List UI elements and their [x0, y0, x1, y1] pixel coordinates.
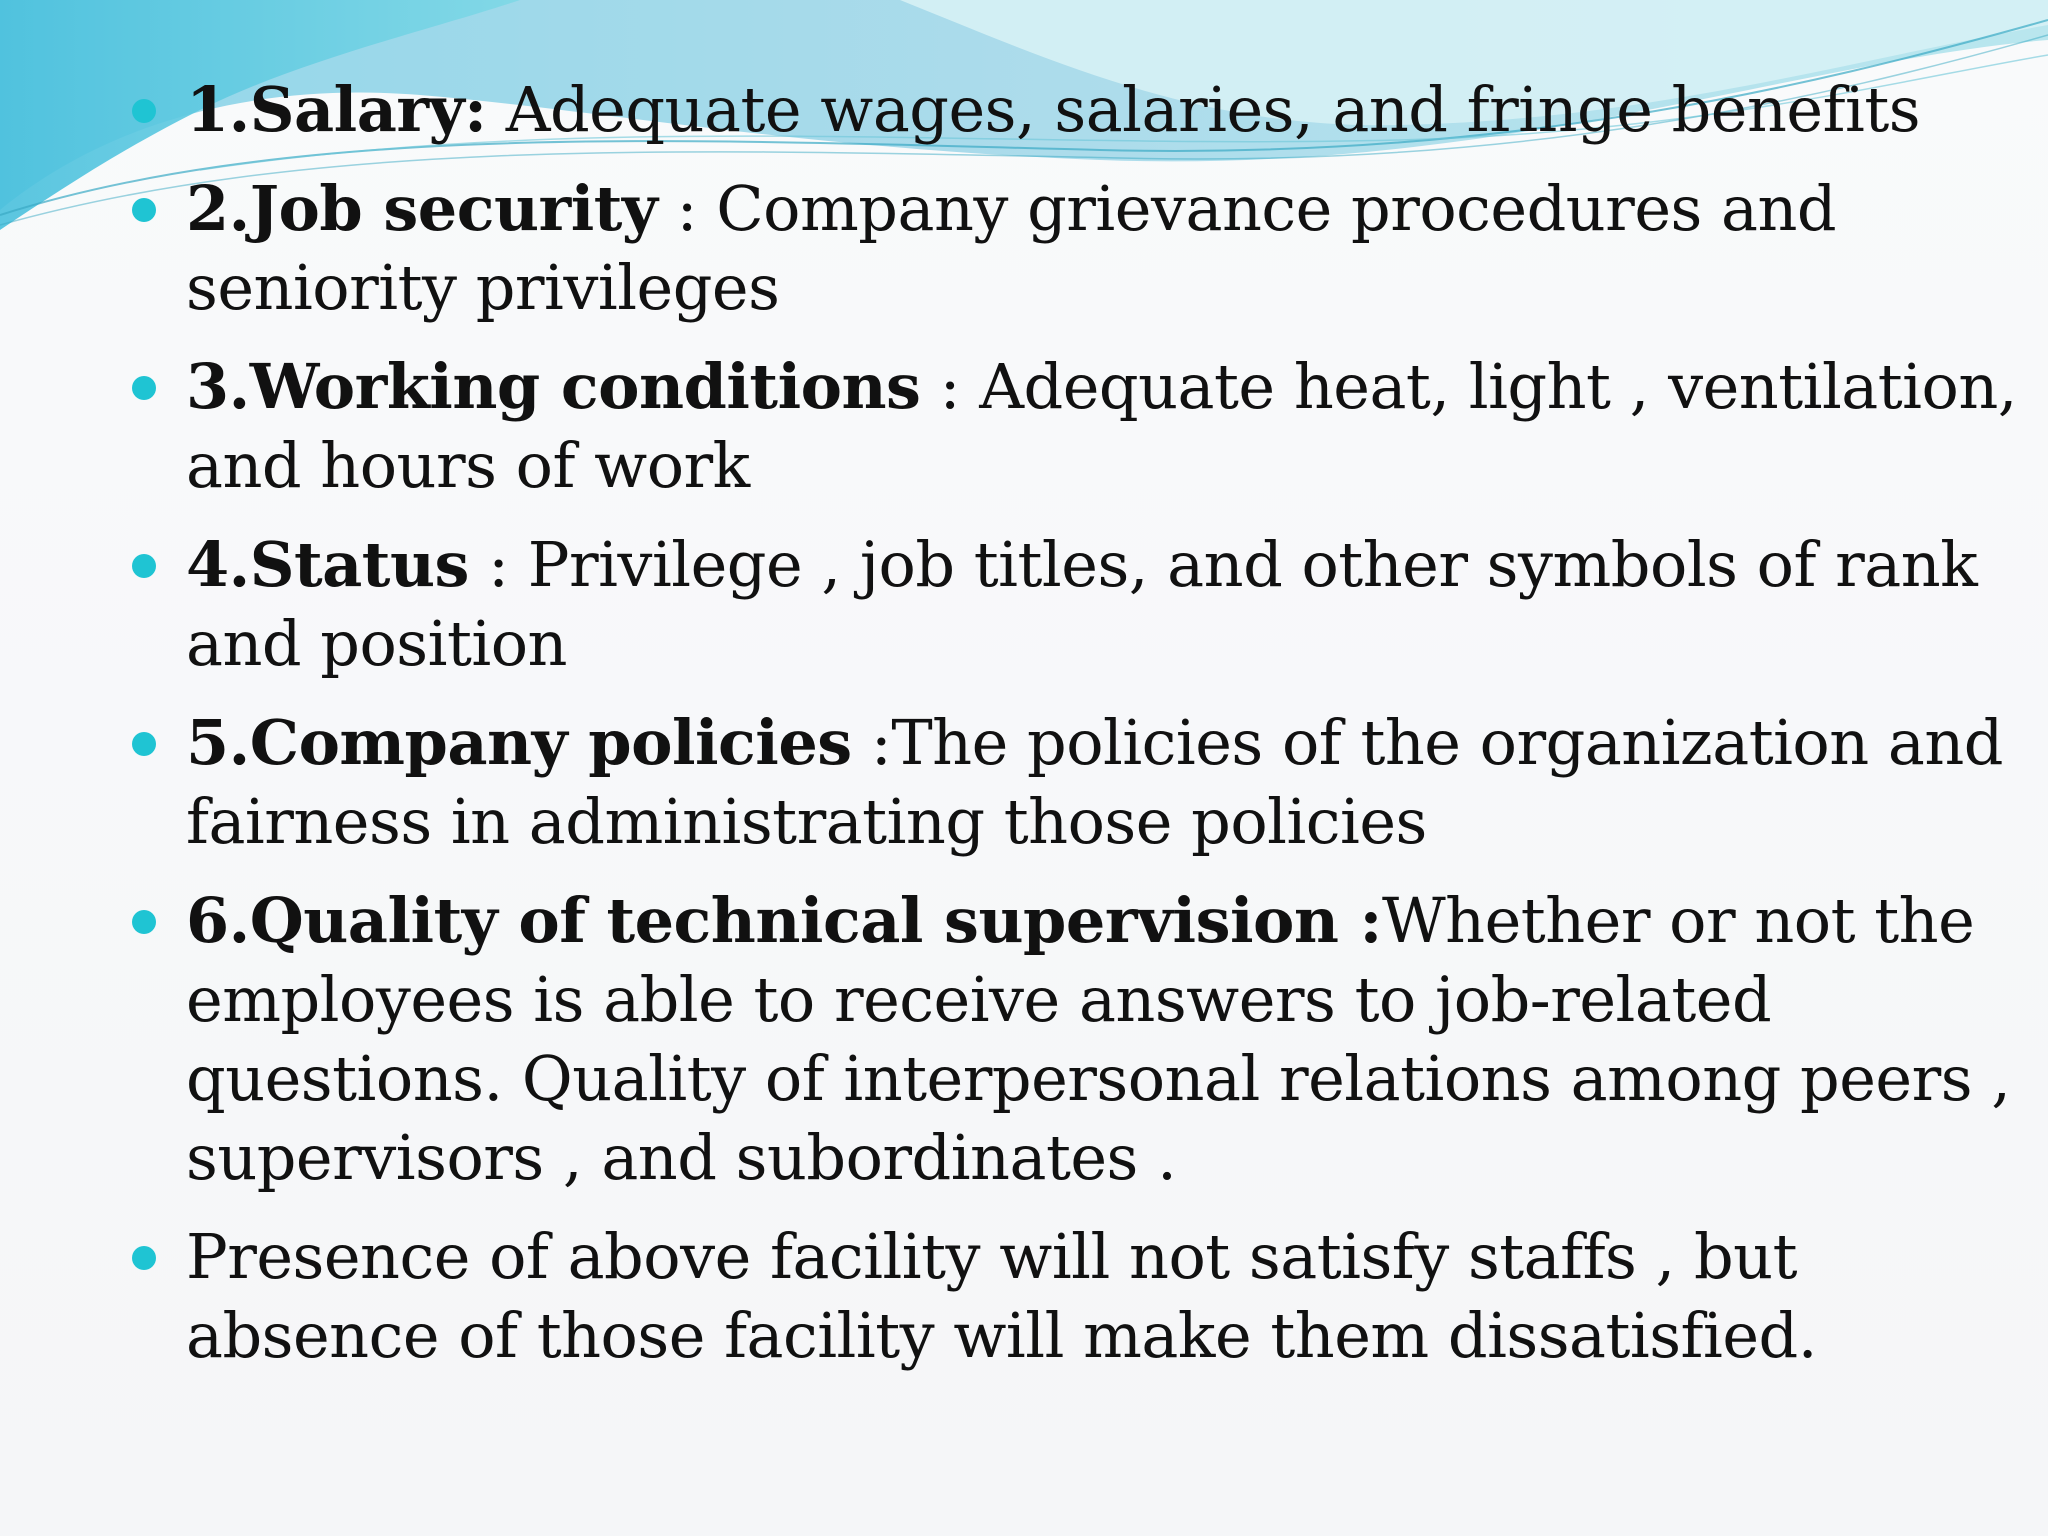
list-item [132, 70, 2032, 149]
bullet-icon [132, 732, 156, 756]
item-separator: : [920, 350, 980, 423]
item-description: Adequate wages, salaries, and fringe benefits [505, 73, 1921, 146]
list-item [132, 1217, 2032, 1375]
item-separator [486, 73, 505, 146]
item-description: Company grievance procedures and seniority privileges [186, 172, 1837, 324]
slide-body [132, 70, 2032, 1395]
item-term: 4.Status [186, 528, 469, 601]
item-term: 6.Quality of technical supervision : [186, 884, 1382, 957]
item-description: Whether or not the employees is able to receive answers to job-related questions. Quality of interpersonal relations among peers , supervisors , and subordinates . [186, 884, 2011, 1194]
item-term: 2.Job security [186, 172, 658, 245]
item-description: Adequate heat, light , ventilation, and hours of work [186, 350, 2017, 502]
item-separator: : [468, 528, 528, 601]
item-description: Presence of above facility will not satisfy staffs , but absence of those facility will make them dissatisfied. [186, 1220, 1817, 1372]
bullet-icon [132, 554, 156, 578]
item-description: The policies of the organization and fairness in administrating those policies [186, 706, 2003, 858]
list-item [132, 703, 2032, 861]
bullet-icon [132, 376, 156, 400]
item-separator: : [851, 706, 892, 779]
list-item [132, 169, 2032, 327]
bullet-icon [132, 1246, 156, 1270]
list-item [132, 881, 2032, 1197]
item-term: 5.Company policies [186, 706, 852, 779]
list-item [132, 525, 2032, 683]
bullet-icon [132, 910, 156, 934]
item-description: Privilege , job titles, and other symbols of rank and position [186, 528, 1978, 680]
item-term: 3.Working conditions [186, 350, 921, 423]
bullet-list [132, 70, 2032, 1375]
item-term: 1.Salary: [186, 73, 487, 146]
bullet-icon [132, 99, 156, 123]
item-separator: : [657, 172, 717, 245]
bullet-icon [132, 198, 156, 222]
list-item [132, 347, 2032, 505]
